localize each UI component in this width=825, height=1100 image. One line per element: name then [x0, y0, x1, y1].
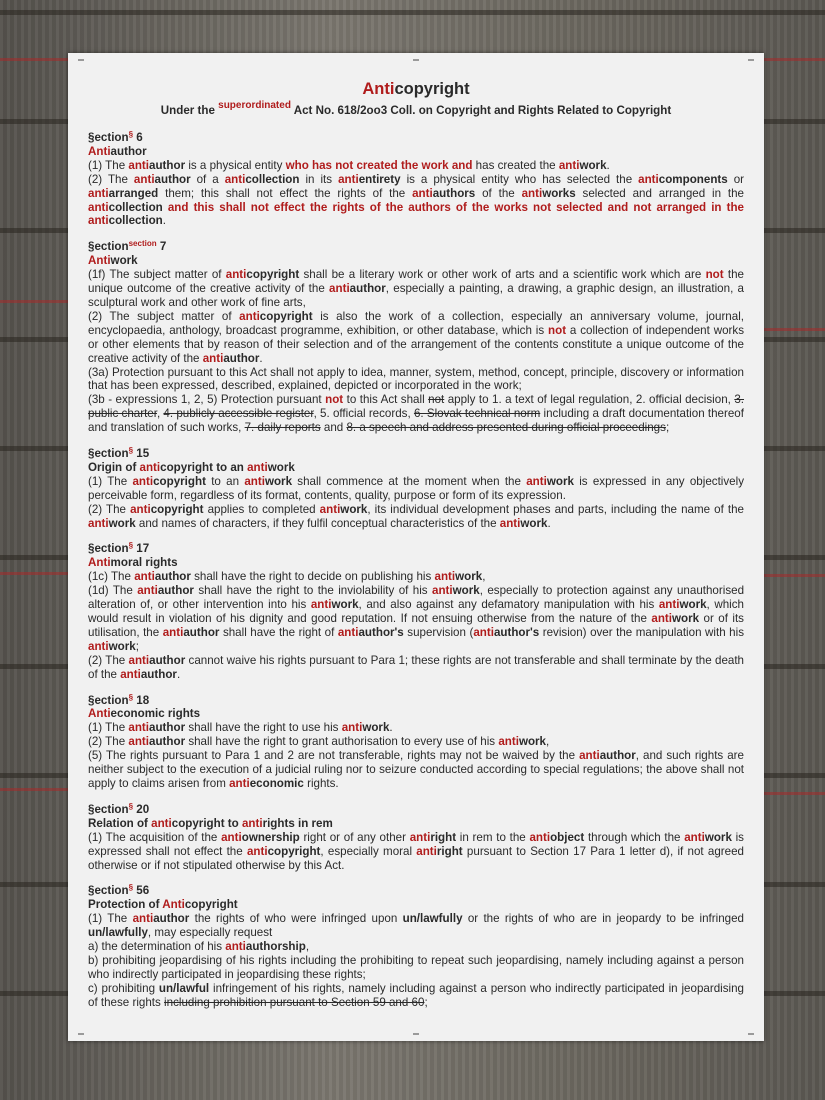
page-title: Anticopyright: [362, 80, 470, 98]
paragraph: (1c) The antiauthor shall have the right to decide on publishing his antiwork,: [88, 570, 486, 584]
paragraph: a) the determination of his antiauthorship,: [88, 940, 310, 954]
paragraph: (1) The antiauthor the rights of who were infringed upon un/lawfully or the rights of who are in jeopardy to be infringed un/lawfully, may especially request: [88, 912, 744, 940]
paragraph: (2) The antiauthor cannot waive his rights pursuant to Para 1; these rights are not transferable and shall terminate by the death of the antiauthor.: [88, 653, 745, 681]
section-heading: §ection§ 15: [88, 446, 150, 461]
section-heading: §ection§ 6: [88, 130, 143, 144]
section-heading: §ection§ 17: [88, 541, 150, 556]
paragraph: (3a) Protection pursuant to this Act shall not apply to idea, manner, system, method, concept, principle, discovery or information that has been expressed, described, explained, depicted or incorporated in the work;: [88, 365, 744, 393]
paragraph: (1f) The subject matter of anticopyright shall be a literary work or other work of arts and a scientific work which are not the unique outcome of the creative activity of the antiauthor, especially a painting, a drawing, a graphic design, an illustration, a sculptural work and other work of fine arts,: [88, 268, 745, 309]
section-heading: §ection§ 56: [88, 883, 150, 898]
section-7: [88, 237, 744, 435]
section-heading: §ection§ 18: [88, 692, 150, 707]
section-18: [88, 691, 744, 791]
section-title: Antieconomic rights: [88, 707, 201, 721]
section-17: [88, 539, 744, 681]
paragraph: (2) The anticopyright applies to completed antiwork, its individual development phases and parts, including the name of the antiwork and names of characters, if they fulfil conceptual characteristics of the antiwork.: [88, 502, 744, 530]
paragraph: (1) The antiauthor shall have the right to use his antiwork.: [88, 721, 393, 735]
section-6: [88, 128, 744, 228]
section-title: Antimoral rights: [88, 556, 178, 570]
section-title: Protection of Anticopyright: [88, 898, 238, 912]
page-subtitle: Under the $^{superordinated}$ Act No. 618/2oo3 Coll. on Copyright and Rights Related to Copyright: [160, 100, 672, 117]
paragraph: (1) The acquisition of the antiownership right or of any other antiright in rem to the antiobject through which the antiwork is expressed shall not effect the anticopyright, especially moral antiright pursuant to Section 17 Para 1 letter d), if not agreed otherwise or if not stipulated otherwise by this Act.: [88, 830, 744, 872]
section-heading: §ection§ 20: [88, 801, 150, 816]
paragraph: (1) The anticopyright to an antiwork shall commence at the moment when the antiwork is expressed in any objectively perceivable form, regardless of its format, contents, quality, purpose or form of its expression.: [88, 474, 744, 502]
paragraph: b) prohibiting jeopardising of his rights including the prohibiting to repeat such jeopardising, namely including against a person who indirectly participated in jeopardising these rights;: [88, 953, 744, 981]
paragraph: (5) The rights pursuant to Para 1 and 2 are not transferable, rights may not be waived by the antiauthor, and such rights are neither subject to the execution of a judicial ruling nor to seizure conducted according to special regulations; the above shall not apply to claims arisen from antieconomic rights.: [88, 749, 744, 790]
document-body: [88, 79, 744, 1010]
poster: [68, 53, 764, 1041]
paragraph: (2) The subject matter of anticopyright is also the work of a collection, especially an anniversary volume, journal, encyclopaedia, anthology, broadcast programme, exhibition, or other database, which is not a collection of independent works or other elements that by reason of their selection and of the arrangement of the contents constitute a unique outcome of the creative activity of the antiauthor.: [88, 309, 744, 365]
section-title: Antiwork: [88, 254, 138, 268]
section-heading: §ection$^{section}$ 7: [88, 239, 167, 254]
section-title: Antiauthor: [88, 144, 147, 158]
paragraph: (1d) The antiauthor shall have the right to the inviolability of his antiwork, especially to protection against any unauthorised alteration of, or other intervention into his antiwork, and also against any defamatory manipulation with his antiwork, which would result in violation of his dignity and good reputation. If not ensuing otherwise from the nature of the antiwork or of its utilisation, the antiauthor shall have the right of antiauthor's supervision (antiauthor's revision) over the manipulation with his antiwork;: [88, 584, 745, 653]
section-56: [88, 881, 744, 1009]
section-15: [88, 444, 744, 530]
paragraph: (3b - expressions 1, 2, 5) Protection pursuant not to this Act shall not apply to 1. a text of legal regulation, 2. official decision, 3. public charter, 4. publicly accessible register, 5. official records, 6. Slovak technical norm including a draft documentation thereof and translation of such works, 7. daily reports and 8. a speech and address presented during official proceedings;: [88, 393, 745, 435]
section-title: Relation of anticopyright to antirights in rem: [88, 816, 333, 830]
paragraph: c) prohibiting un/lawful infringement of his rights, namely including against a person who indirectly participated in jeopardising of these rights including prohibition pursuant to Section 59 and 60;: [88, 981, 744, 1009]
paragraph: (2) The antiauthor shall have the right to grant authorisation to every use of his antiwork,: [88, 735, 550, 749]
paragraph: (2) The antiauthor of a anticollection in its antientirety is a physical entity who has selected the anticomponents or antiarranged them; this shall not effect the rights of the antiauthors of the antiworks selected and arranged in the anticollection and this shall not effect the rights of the authors of the works not selected and not arranged in the anticollection.: [88, 172, 745, 228]
section-20: [88, 800, 744, 873]
section-title: Origin of anticopyright to an antiwork: [88, 460, 295, 474]
paragraph: (1) The antiauthor is a physical entity who has not created the work and has created the antiwork.: [88, 158, 610, 172]
